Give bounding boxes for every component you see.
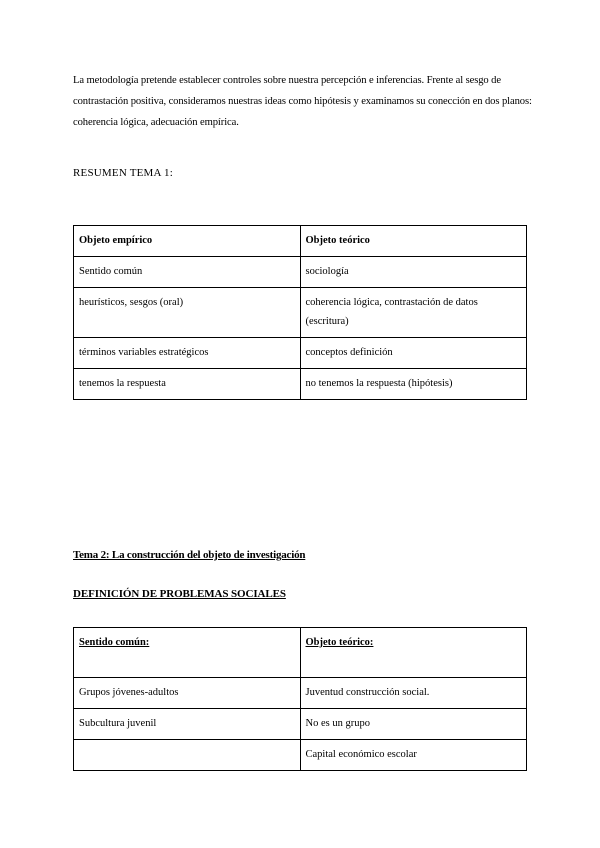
table-cell: Juventud construcción social. [300,678,527,709]
table-cell: No es un grupo [300,709,527,740]
table-cell: no tenemos la respuesta (hipótesis) [300,369,527,400]
table-header-cell: Objeto teórico [300,226,527,257]
table-cell: heurísticos, sesgos (oral) [74,288,301,338]
table-header-row [74,226,527,257]
table-header-cell: Objeto empírico [74,226,301,257]
table-row [74,369,527,400]
table-cell: sociología [300,257,527,288]
definicion-heading: DEFINICIÓN DE PROBLEMAS SOCIALES [73,588,286,600]
table-cell: términos variables estratégicos [74,338,301,369]
table-row [74,709,527,740]
resumen-heading: RESUMEN TEMA 1: [73,167,173,179]
table-row [74,288,527,338]
table-row [74,678,527,709]
table-cell: Sentido común [74,257,301,288]
table-header-cell: Objeto teórico: [300,628,527,678]
table-row [74,257,527,288]
table-cell: Subcultura juvenil [74,709,301,740]
table-cell: Capital económico escolar [300,740,527,771]
table-cell: coherencia lógica, contrastación de datos (escritura) [300,288,527,338]
problemas-table [73,627,527,771]
table-cell: Grupos jóvenes-adultos [74,678,301,709]
intro-paragraph: La metodología pretende establecer controles sobre nuestra percepción e inferencias. Frente al sesgo de contrastación positiva, consideramos nuestras ideas como hipótesis y examinamos su conección en dos planos: coherencia lógica, adecuación empírica. [73,75,532,128]
table-cell: conceptos definición [300,338,527,369]
tema2-heading: Tema 2: La construcción del objeto de investigación [73,549,306,561]
table-header-cell: Sentido común: [74,628,301,678]
resumen-table [73,225,527,400]
table-row [74,338,527,369]
table-header-row [74,628,527,678]
table-row [74,740,527,771]
table-cell: tenemos la respuesta [74,369,301,400]
table-cell [74,740,301,771]
